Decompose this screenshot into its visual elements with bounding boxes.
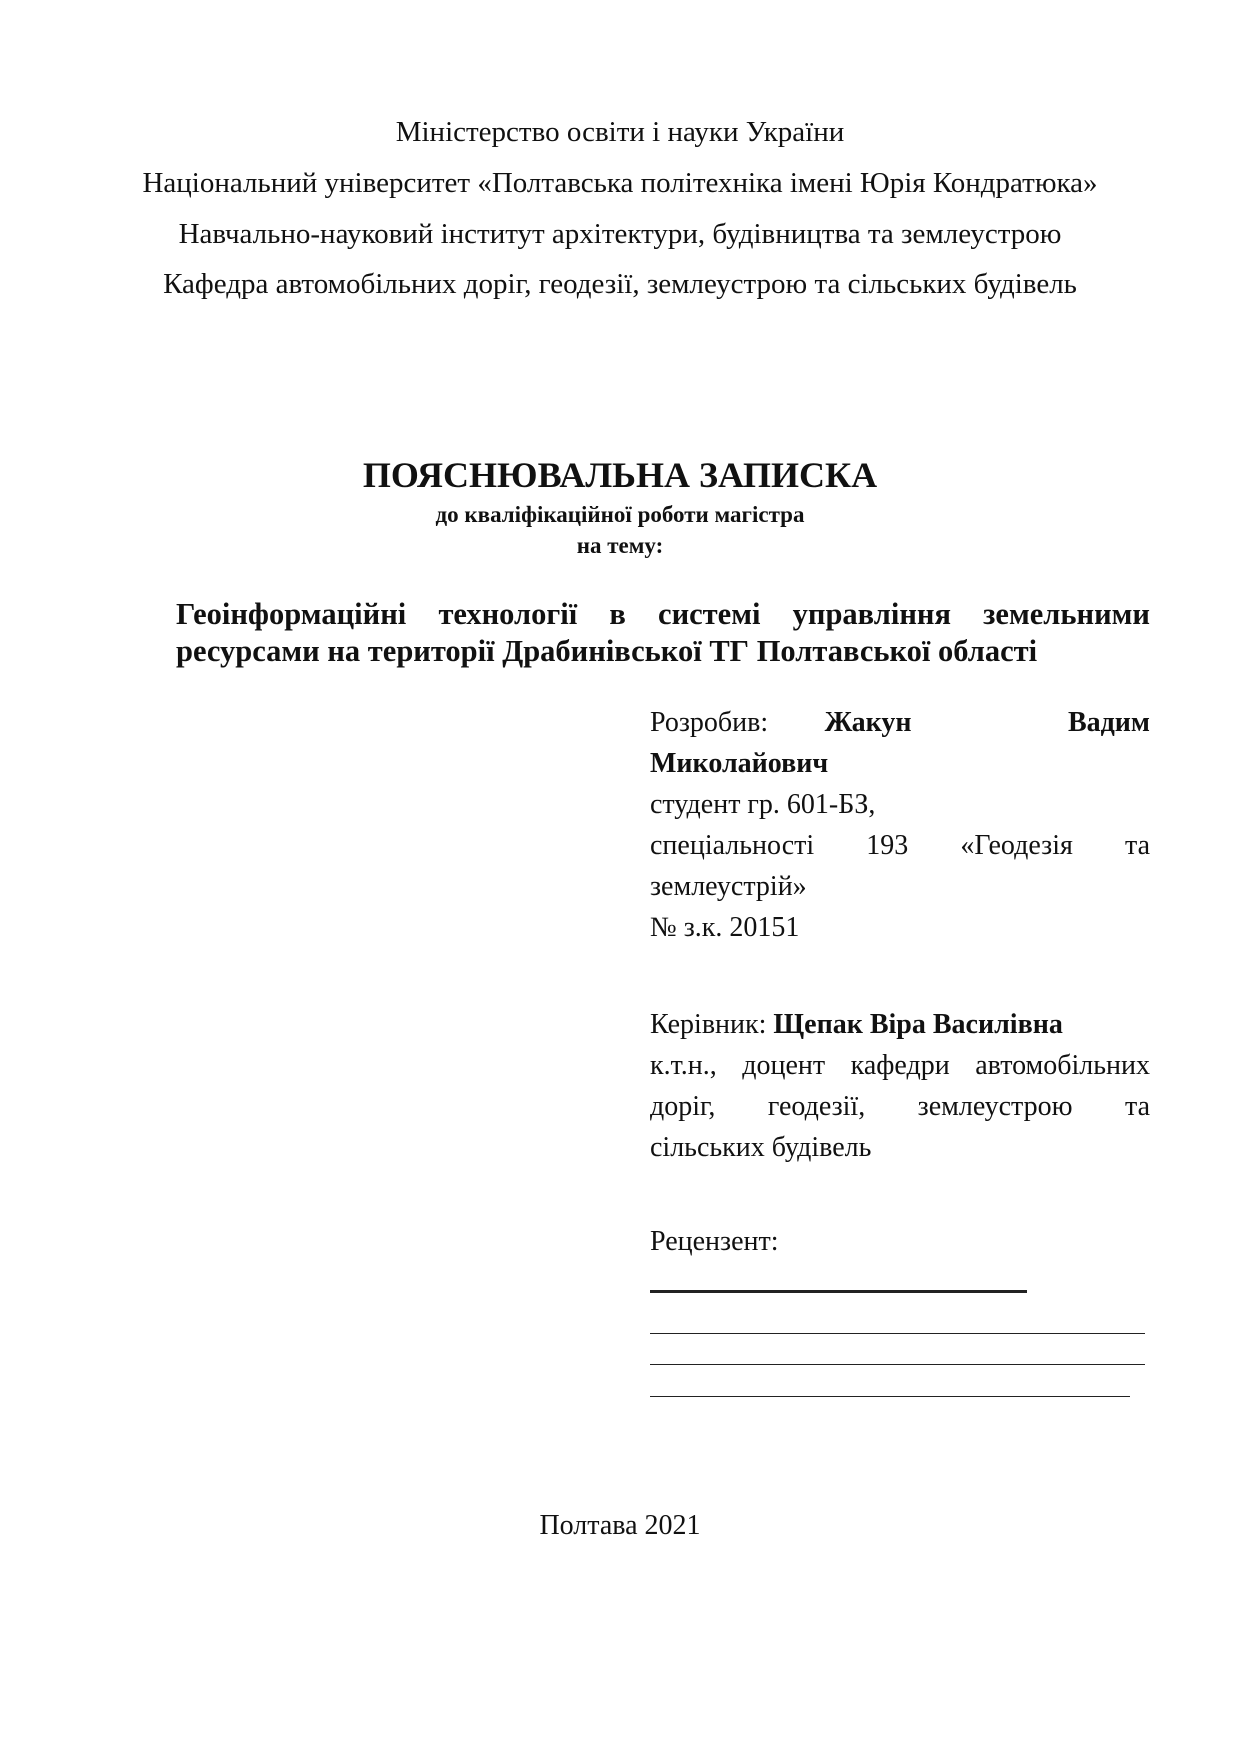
supervisor-block [650, 1004, 1150, 1168]
reviewer-underline-4 [650, 1396, 1130, 1397]
supervisor-position-3: сільських будівель [650, 1132, 872, 1163]
author-label: Розробив: [650, 707, 769, 738]
thesis-topic-line-2: ресурсами на території Драбинівської ТГ Полтавської області [176, 634, 1038, 668]
author-record-book: № з.к. 20151 [650, 912, 800, 943]
author-line [650, 702, 1150, 743]
author-group: студент гр. 601-БЗ, [650, 789, 876, 820]
document-title: ПОЯСНЮВАЛЬНА ЗАПИСКА [362, 455, 878, 495]
thesis-topic-line-1: Геоінформаційні технології в системі управління земельними [176, 597, 1150, 631]
supervisor-position-1: к.т.н., доцент кафедри автомобільних [650, 1050, 1150, 1081]
document-subtitle: до кваліфікаційної роботи магістра [435, 502, 805, 527]
author-specialty-1: спеціальності 193 «Геодезія та [650, 830, 1150, 861]
author-block [650, 702, 1150, 948]
reviewer-underline-1 [650, 1290, 1027, 1293]
supervisor-name: Щепак Віра Василівна [773, 1009, 1063, 1040]
institute-line: Навчально-науковий інститут архітектури, будівництва та землеустрою [178, 218, 1062, 250]
author-specialty-2: землеустрій» [650, 871, 807, 902]
topic-label: на тему: [576, 533, 664, 558]
reviewer-underline-3 [650, 1364, 1145, 1365]
university-line: Національний університет «Полтавська політехніка імені Юрія Кондратюка» [142, 167, 1098, 199]
city-year: Полтава 2021 [539, 1510, 701, 1541]
reviewer-label: Рецензент: [650, 1226, 779, 1257]
supervisor-position-2: доріг, геодезії, землеустрою та [650, 1091, 1150, 1122]
supervisor-label: Керівник: [650, 1009, 767, 1040]
author-patronymic: Миколайович [650, 748, 829, 779]
reviewer-underline-2 [650, 1333, 1145, 1334]
author-name: Жакун Вадим [824, 707, 1151, 738]
department-line: Кафедра автомобільних доріг, геодезії, землеустрою та сільських будівель [163, 268, 1077, 300]
ministry-line: Міністерство освіти і науки України [395, 116, 845, 148]
thesis-topic [176, 596, 1150, 670]
